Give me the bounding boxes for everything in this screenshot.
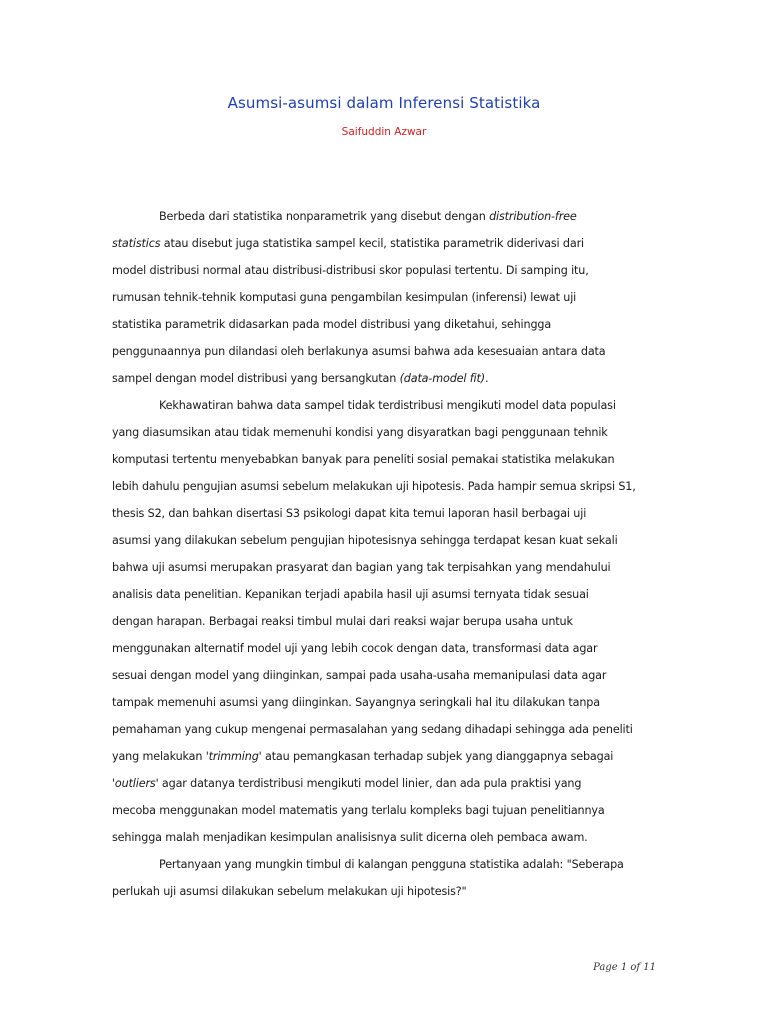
text-line [112,851,662,878]
text-segment: lebih dahulu pengujian asumsi sebelum melakukan uji hipotesis. Pada hampir semua skripsi S1, [112,480,636,493]
text-segment: Kekhawatiran bahwa data sampel tidak terdistribusi mengikuti model data populasi [159,399,616,412]
text-segment: (data-model fit) [399,372,485,385]
text-line [112,419,662,446]
text-segment: komputasi tertentu menyebabkan banyak para peneliti sosial pemakai statistika melakukan [112,453,615,466]
text-segment: Pertanyaan yang mungkin timbul di kalangan pengguna statistika adalah: "Seberapa [159,858,624,871]
text-line [112,689,662,716]
text-line [112,797,662,824]
text-segment: atau disebut juga statistika sampel kecil, statistika parametrik diderivasi dari [160,237,584,250]
text-segment: atau pemangkasan terhadap subjek yang dianggapnya sebagai [261,750,614,763]
text-segment: sehingga malah menjadikan kesimpulan analisisnya sulit dicerna oleh pembaca awam. [112,831,588,844]
text-line [112,365,662,392]
page-number: Page 1 of 11 [593,962,656,973]
text-segment: asumsi yang dilakukan sebelum pengujian hipotesisnya sehingga terdapat kesan kuat sekali [112,534,618,547]
text-segment: statistika parametrik didasarkan pada model distribusi yang diketahui, sehingga [112,318,552,331]
text-segment: 'outliers' [112,777,159,790]
text-line [112,635,662,662]
text-segment: mecoba menggunakan model matematis yang terlalu kompleks bagi tujuan penelitiannya [112,804,605,817]
text-line [112,716,662,743]
text-line [112,203,662,230]
text-line [112,257,662,284]
text-segment: pemahaman yang cukup mengenai permasalahan yang sedang dihadapi sehingga ada peneliti [112,723,633,736]
text-segment: sampel dengan model distribusi yang bersangkutan [112,372,400,385]
document-body [112,203,662,905]
text-segment: yang diasumsikan atau tidak memenuhi kondisi yang disyaratkan bagi penggunaan tehnik [112,426,608,439]
document-author: Saifuddin Azwar [341,126,427,138]
text-line [112,608,662,635]
text-line [112,392,662,419]
text-line [112,770,662,797]
text-line [112,662,662,689]
document-title: Asumsi-asumsi dalam Inferensi Statistika [227,94,541,112]
text-segment: tampak memenuhi asumsi yang diinginkan. Sayangnya seringkali hal itu dilakukan tanpa [112,696,600,709]
text-segment: menggunakan alternatif model uji yang lebih cocok dengan data, transformasi data agar [112,642,598,655]
text-line [112,284,662,311]
text-segment: penggunaannya pun dilandasi oleh berlakunya asumsi bahwa ada kesesuaian antara data [112,345,606,358]
text-line [112,581,662,608]
paragraph [112,851,662,905]
paragraph [112,392,662,851]
text-segment: rumusan tehnik-tehnik komputasi guna pengambilan kesimpulan (inferensi) lewat uji [112,291,577,304]
text-segment: distribution-free [489,210,577,223]
text-line [112,554,662,581]
text-line [112,230,662,257]
text-line [112,527,662,554]
text-segment: dengan harapan. Berbagai reaksi timbul mulai dari reaksi wajar berupa usaha untuk [112,615,573,628]
text-segment: Berbeda dari statistika nonparametrik yang disebut dengan [159,210,490,223]
text-segment: 'trimming' [205,750,262,763]
text-line [112,878,662,905]
text-segment: analisis data penelitian. Kepanikan terjadi apabila hasil uji asumsi ternyata tidak sesuai [112,588,589,601]
text-segment: bahwa uji asumsi merupakan prasyarat dan bagian yang tak terpisahkan yang mendahului [112,561,611,574]
text-line [112,500,662,527]
text-line [112,743,662,770]
text-segment: statistics [112,237,161,250]
text-line [112,338,662,365]
text-line [112,473,662,500]
text-line [112,824,662,851]
text-segment: sesuai dengan model yang diinginkan, sampai pada usaha-usaha memanipulasi data agar [112,669,607,682]
text-segment: yang melakukan [112,750,206,763]
text-segment: thesis S2, dan bahkan disertasi S3 psikologi dapat kita temui laporan hasil berbagai uji [112,507,587,520]
text-line [112,446,662,473]
text-segment: . [484,372,489,385]
text-segment: perlukah uji asumsi dilakukan sebelum melakukan uji hipotesis?" [112,885,467,898]
paragraph [112,203,662,392]
text-line [112,311,662,338]
text-segment: model distribusi normal atau distribusi-distribusi skor populasi tertentu. Di samping itu, [112,264,589,277]
text-segment: agar datanya terdistribusi mengikuti model linier, dan ada pula praktisi yang [158,777,582,790]
